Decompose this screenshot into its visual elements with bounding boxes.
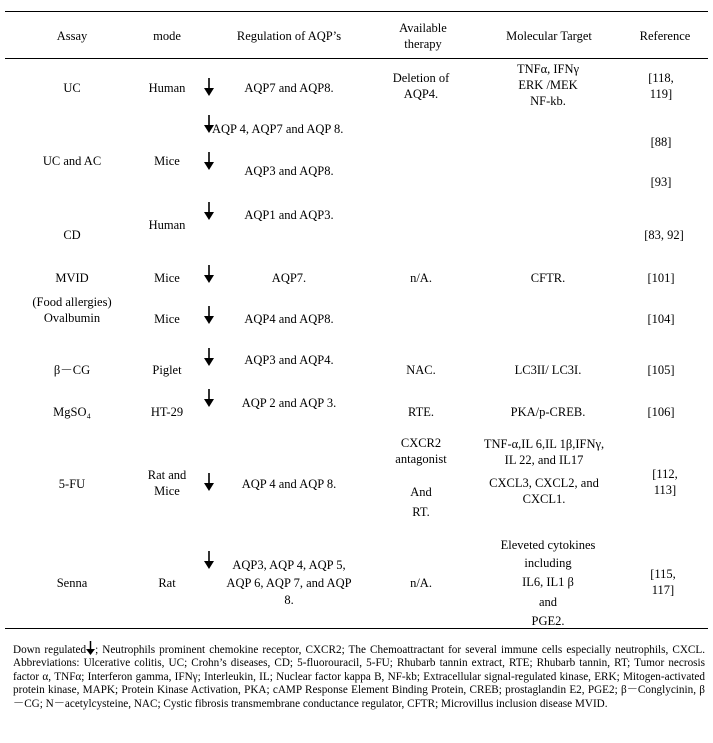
cell-ucac-regulation-2: AQP3 and AQP8.: [244, 164, 334, 178]
cell-uc-therapy-line1: Deletion of: [392, 71, 450, 85]
cell-uc-assay: UC: [63, 81, 81, 95]
cell-senna-assay: Senna: [56, 576, 88, 590]
cell-ova-assay-line2: Ovalbumin: [43, 311, 101, 325]
cell-fu-therapy-line3: And: [410, 485, 432, 499]
cell-mvid-mode: Mice: [154, 271, 180, 285]
cell-mgso4-ref: [106]: [647, 405, 675, 419]
header-assay: Assay: [56, 29, 88, 43]
cell-fu-ref-line2: 113]: [653, 483, 677, 497]
table-footnote: [13, 641, 705, 711]
footnote-body: ; Neutrophils prominent chemokine receptor, CXCR2; The Chemoattractant for several immune cells especially neutrophils, CXCL. Abbreviations: Ulcerative colitis, UC; Crohn’s diseases, CD; 5-fluorouracil, 5-FU; Rhubarb tannin extract, RTE; Rhubarb tannin, RT; Tumor necrosis factor α, TNFα; Interferon gamma, IFNγ; Interleukin, IL; Nuclear factor kappa B, NF-kb; Extracellular signal-regulated kinase, ERK; Mitogen-activated protein kinase, MAPK; Protein Kinase Activation, PKA; cAMP Response Element Binding Protein, CREB; prostaglandin E2, PGE2; β－Conglycinin, β－CG; N－acetylcysteine, NAC; Cystic fibrosis transmembrane conductance regulator, CFTR; Microvillus inclusion disease MVID.: [13, 644, 705, 710]
header-therapy-line1: Available: [399, 21, 447, 35]
cell-senna-target-line4: and: [538, 595, 558, 609]
cell-uc-ref-line1: [118,: [648, 71, 674, 85]
cell-cd-assay: CD: [63, 228, 81, 242]
down-arrow-icon: [204, 473, 214, 491]
cell-bcg-regulation: AQP3 and AQP4.: [244, 353, 334, 367]
cell-senna-regulation-line1: AQP3, AQP 4, AQP 5,: [232, 558, 346, 572]
cell-fu-therapy-line1: CXCR2: [400, 436, 442, 450]
cell-cd-mode: Human: [148, 218, 186, 232]
cell-uc-target-line1: TNFα, IFNγ: [516, 62, 580, 76]
header-regulation: Regulation of AQP’s: [236, 29, 342, 43]
cell-fu-target-line3: CXCL3, CXCL2, and: [489, 476, 599, 490]
header-mode: mode: [153, 29, 181, 43]
cell-fu-mode-line2: Mice: [154, 484, 180, 498]
cell-bcg-assay: β－CG: [53, 363, 91, 377]
cell-fu-target-line1: TNF-α,IL 6,IL 1β,IFNγ,: [483, 437, 605, 451]
cell-mvid-ref: [101]: [647, 271, 675, 285]
cell-fu-therapy-line4: RT.: [412, 505, 430, 519]
cell-senna-regulation-line3: 8.: [284, 593, 294, 607]
down-arrow-icon: [204, 551, 214, 569]
down-arrow-icon: [204, 152, 214, 170]
cell-mgso4-mode: HT-29: [150, 405, 184, 419]
cell-mgso4-target: PKA/p-CREB.: [510, 405, 586, 419]
header-therapy-line2: therapy: [404, 37, 442, 51]
cell-senna-ref-line2: 117]: [651, 583, 675, 597]
table-top-rule: [5, 11, 708, 12]
cell-bcg-mode: Piglet: [152, 363, 182, 377]
cell-ova-regulation: AQP4 and AQP8.: [244, 312, 334, 326]
cell-fu-target-line4: CXCL1.: [522, 492, 566, 506]
down-arrow-icon: [204, 348, 214, 366]
cell-mvid-assay: MVID: [55, 271, 89, 285]
cell-fu-ref-line1: [112,: [652, 467, 678, 481]
cell-fu-target-line2: IL 22, and IL17: [504, 453, 584, 467]
cell-ucac-assay: UC and AC: [42, 154, 102, 168]
cell-uc-regulation: AQP7 and AQP8.: [244, 81, 334, 95]
cell-uc-target-line3: NF-kb.: [530, 94, 566, 108]
down-arrow-icon: [204, 389, 214, 407]
cell-senna-target-line3: IL6, IL1 β: [522, 575, 574, 589]
cell-mvid-target: CFTR.: [530, 271, 566, 285]
cell-fu-therapy-line2: antagonist: [395, 452, 447, 466]
cell-uc-ref-line2: 119]: [649, 87, 673, 101]
table-bottom-rule: [5, 628, 708, 629]
cell-ova-assay-line1: (Food allergies): [32, 295, 112, 309]
cell-cd-ref: [83, 92]: [644, 228, 684, 242]
cell-senna-therapy: n/A.: [410, 576, 432, 590]
cell-senna-target-line2: including: [524, 556, 572, 570]
cell-uc-therapy-line2: AQP4.: [403, 87, 439, 101]
cell-cd-regulation: AQP1 and AQP3.: [244, 208, 334, 222]
cell-bcg-ref: [105]: [647, 363, 675, 377]
down-arrow-icon: [204, 202, 214, 220]
cell-ova-ref: [104]: [647, 312, 675, 326]
cell-uc-target-line2: ERK /MEK: [518, 78, 578, 92]
cell-mvid-therapy: n/A.: [410, 271, 432, 285]
cell-fu-regulation: AQP 4 and AQP 8.: [241, 477, 337, 491]
header-molecular-target: Molecular Target: [506, 29, 592, 43]
cell-bcg-therapy: NAC.: [406, 363, 436, 377]
cell-uc-mode: Human: [148, 81, 186, 95]
footnote-lead: Down regulated: [13, 644, 87, 656]
cell-mvid-regulation: AQP7.: [271, 271, 307, 285]
header-reference: Reference: [639, 29, 691, 43]
cell-senna-regulation-line2: AQP 6, AQP 7, and AQP: [226, 576, 352, 590]
cell-senna-target-line5: PGE2.: [531, 614, 565, 628]
cell-senna-ref-line1: [115,: [650, 567, 676, 581]
cell-fu-mode-line1: Rat and: [147, 468, 187, 482]
cell-mgso4-assay: MgSO₄: [53, 405, 91, 419]
cell-ucac-ref-2: [93]: [650, 175, 672, 189]
cell-ucac-ref-1: [88]: [650, 135, 672, 149]
cell-ova-mode: Mice: [154, 312, 180, 326]
cell-senna-mode: Rat: [158, 576, 176, 590]
table-header-rule: [5, 58, 708, 59]
cell-mgso4-therapy: RTE.: [408, 405, 434, 419]
down-arrow-icon: [204, 265, 214, 283]
cell-senna-target-line1: Eleveted cytokines: [500, 538, 596, 552]
down-arrow-icon: [204, 78, 214, 96]
cell-bcg-target: LC3II/ LC3I.: [514, 363, 582, 377]
cell-mgso4-regulation: AQP 2 and AQP 3.: [241, 396, 337, 410]
cell-ucac-regulation-1: AQP 4, AQP7 and AQP 8.: [212, 122, 344, 136]
down-arrow-icon: [86, 641, 95, 655]
cell-fu-assay: 5-FU: [58, 477, 86, 491]
cell-ucac-mode: Mice: [154, 154, 180, 168]
down-arrow-icon: [204, 306, 214, 324]
